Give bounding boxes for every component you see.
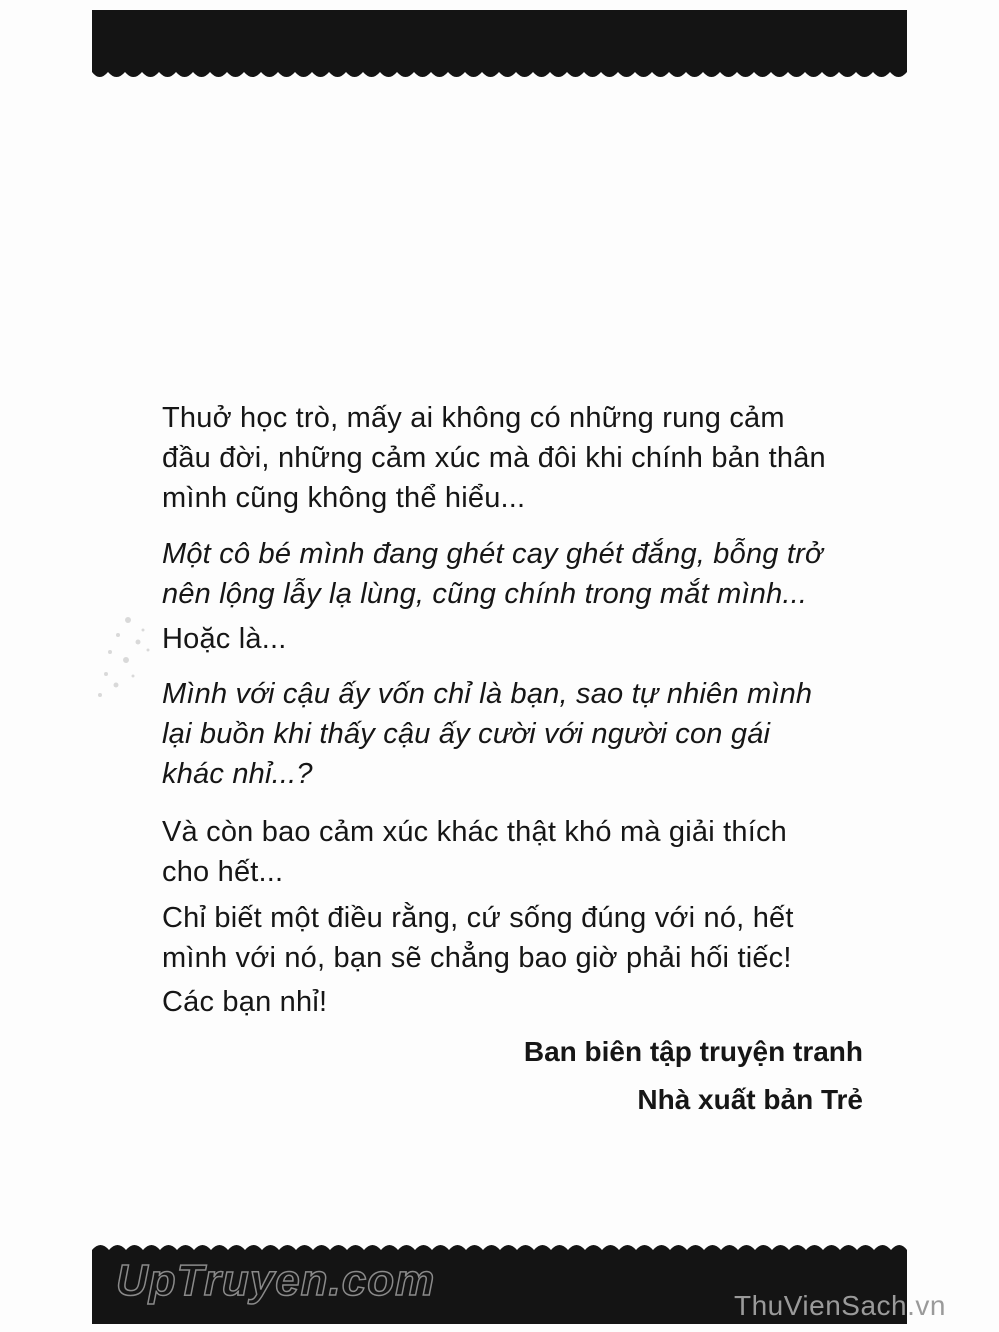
paragraph-italic-friend: [162, 674, 882, 794]
text-line: mình với nó, bạn sẽ chẳng bao giờ phải hối tiếc!: [162, 942, 792, 974]
paragraph-advice: [162, 898, 882, 978]
text-line: Các bạn nhỉ!: [162, 986, 328, 1018]
text-line: Chỉ biết một điều rằng, cứ sống đúng với nó, hết: [162, 902, 794, 934]
uptruyen-watermark: UpTruyen.com: [116, 1256, 436, 1305]
text-line: Thuở học trò, mấy ai không có những rung cảm: [162, 402, 785, 434]
text-line: Và còn bao cảm xúc khác thật khó mà giải thích: [162, 816, 787, 848]
text-line: đầu đời, những cảm xúc mà đôi khi chính bản thân: [162, 442, 826, 474]
signature-editorial-board: Ban biên tập truyện tranh: [523, 1036, 863, 1067]
thuviensach-watermark: ThuVienSach.vn: [734, 1290, 946, 1321]
paragraph-emotions: [162, 812, 882, 892]
text-line: nên lộng lẫy lạ lùng, cũng chính trong mắt mình...: [162, 578, 808, 610]
text-line: Hoặc là...: [162, 623, 287, 655]
paragraph-intro: [162, 398, 882, 518]
paragraph-or: [162, 619, 882, 659]
text-line: mình cũng không thể hiểu...: [162, 482, 526, 514]
top-black-band: [92, 10, 907, 90]
text-line: Một cô bé mình đang ghét cay ghét đắng, bỗng trở: [162, 538, 823, 570]
signature-publisher: Nhà xuất bản Trẻ: [637, 1084, 863, 1115]
paragraph-italic-girl: [162, 534, 882, 614]
text-line: lại buồn khi thấy cậu ấy cười với người con gái: [162, 718, 771, 750]
text-line: cho hết...: [162, 856, 284, 888]
text-line: khác nhỉ...?: [162, 758, 313, 790]
text-line: Mình với cậu ấy vốn chỉ là bạn, sao tự nhiên mình: [162, 678, 813, 710]
paper-smudge: [88, 590, 168, 710]
paragraph-closing: [162, 982, 882, 1022]
